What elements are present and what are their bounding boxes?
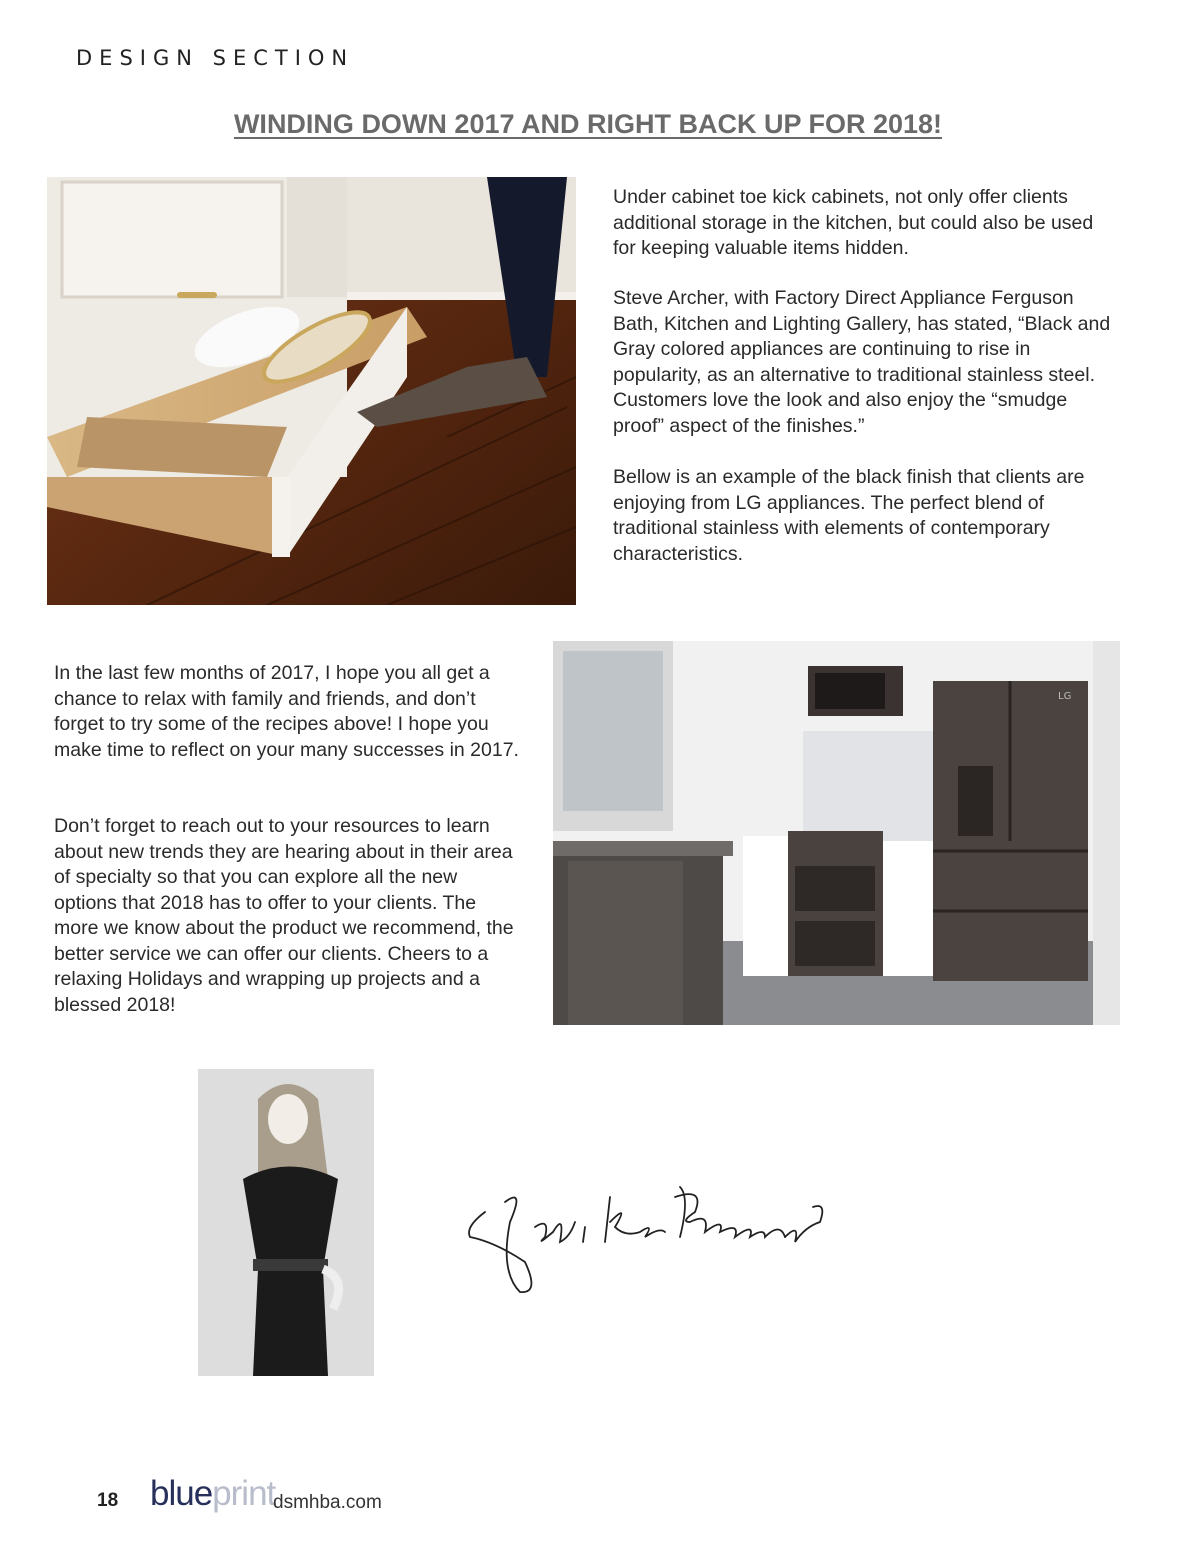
logo-part-blue: blue (150, 1474, 213, 1513)
paragraph-lg-black-finish: Bellow is an example of the black finish that clients are enjoying from LG appliances. The perfect blend of traditional stainless with elements of contemporary characteristics. (613, 466, 1085, 565)
toe-kick-drawer-photo (47, 177, 576, 605)
section-label: DESIGN SECTION (76, 46, 355, 70)
headline: WINDING DOWN 2017 AND RIGHT BACK UP FOR 2018! (233, 109, 943, 139)
footer-url[interactable]: dsmhba.com (273, 1492, 382, 1513)
paragraph-steve-archer-quote: Steve Archer, with Factory Direct Appliance Ferguson Bath, Kitchen and Lighting Gallery, has stated, “Black and Gray colored appliances are continuing to rise in popularity, as an alternative to traditional stainless steel. Customers love the look and also enjoy the “smudge proof” aspect of the finishes.” (613, 287, 1111, 437)
lg-kitchen-photo (553, 641, 1120, 1025)
blueprint-logo (150, 1474, 275, 1514)
paragraph-toe-kick: Under cabinet toe kick cabinets, not only offer clients additional storage in the kitchen, but could also be used for keeping valuable items hidden. (613, 186, 1094, 259)
page-number: 18 (97, 1490, 119, 1511)
paragraph-resources: Don’t forget to reach out to your resources to learn about new trends they are hearing about in their area of specialty so that you can explore all the new options that 2018 has to offer to your clients. The more we know about the product we recommend, the better service we can offer our clients. Cheers to a relaxing Holidays and wrapping up projects and a blessed 2018! (54, 815, 514, 1016)
paragraph-holidays: In the last few months of 2017, I hope you all get a chance to relax with family and friends, and don’t forget to try some of the recipes above! I hope you make time to reflect on your many successes in 2017. (54, 662, 519, 761)
logo-part-print: print (212, 1474, 276, 1513)
author-signature (465, 1182, 830, 1297)
author-portrait-photo (198, 1069, 374, 1376)
lg-logo: LG (1058, 691, 1072, 702)
